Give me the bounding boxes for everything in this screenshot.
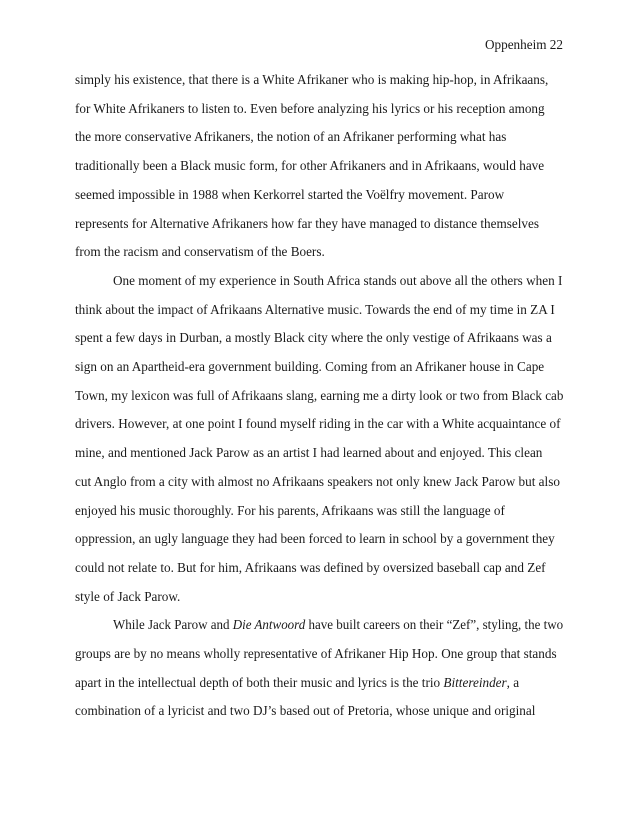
text-segment: could not relate to. But for him, Afrikaans was defined by oversized baseball cap and Zef [75,559,546,575]
text-line [75,502,505,520]
paragraph-first-line [113,616,563,634]
text-segment: One moment of my experience in South Africa stands out above all the others when I [113,272,563,288]
text-line [75,71,548,89]
text-line [75,530,555,548]
text-segment: enjoyed his music thoroughly. For his parents, Afrikaans was still the language of [75,502,505,518]
text-segment: think about the impact of Afrikaans Alternative music. Towards the end of my time in ZA I [75,301,555,317]
text-line [75,588,180,606]
text-line [75,215,539,233]
text-line [75,473,560,491]
text-line [75,186,504,204]
text-line [75,645,557,663]
text-segment: from the racism and conservatism of the Boers. [75,244,325,260]
text-segment: traditionally been a Black music form, for other Afrikaners and in Afrikaans, would have [75,158,545,174]
text-segment: seemed impossible in 1988 when Kerkorrel started the Voëlfry movement. Parow [75,186,505,202]
text-line [75,674,519,692]
italic-text: Die Antwoord [232,617,306,633]
text-line [75,100,545,118]
text-line [75,157,544,175]
text-line [75,387,563,405]
text-line [75,128,506,146]
text-segment: simply his existence, that there is a White Afrikaner who is making hip-hop, in Afrikaans, [75,72,549,87]
page-header: Oppenheim 22 [484,37,563,52]
text-segment: the more conservative Afrikaners, the notion of an Afrikaner performing what has [75,129,507,145]
text-segment: style of Jack Parow. [75,588,181,604]
paragraph-first-line [113,272,562,290]
italic-text: Bittereinder [443,674,507,690]
text-segment: drivers. However, at one point I found myself riding in the car with a White acquaintance of [75,416,561,432]
text-segment: spent a few days in Durban, a mostly Black city where the only vestige of Afrikaans was a [75,330,552,346]
text-segment: mine, and mentioned Jack Parow as an artist I had learned about and enjoyed. This clean [75,445,543,461]
text-segment: cut Anglo from a city with almost no Afrikaans speakers not only knew Jack Parow but also [75,473,560,489]
text-line [75,329,552,347]
text-line [75,415,561,433]
text-segment: , a [506,674,520,690]
text-line [75,702,535,720]
text-segment: apart in the intellectual depth of both their music and lyrics is the trio [75,674,444,690]
text-segment: have built careers on their “Zef”, styling, the two [305,617,564,633]
text-line [75,444,542,462]
text-segment: combination of a lyricist and two DJ’s based out of Pretoria, whose unique and original [75,703,536,719]
text-line [75,358,544,376]
text-segment: groups are by no means wholly representative of Afrikaner Hip Hop. One group that stands [75,646,557,661]
text-line [75,559,546,577]
text-segment: for White Afrikaners to listen to. Even before analyzing his lyrics or his reception among [75,100,545,116]
text-line [75,243,325,261]
text-line [75,301,555,319]
text-segment: oppression, an ugly language they had been forced to learn in school by a government they [75,531,555,547]
text-segment: While Jack Parow and [113,617,233,633]
text-segment: Town, my lexicon was full of Afrikaans slang, earning me a dirty look or two from Black cab [75,387,564,403]
text-segment: represents for Alternative Afrikaners how far they have managed to distance themselves [75,215,539,231]
text-segment: sign on an Apartheid-era government building. Coming from an Afrikaner house in Cape [75,359,545,374]
